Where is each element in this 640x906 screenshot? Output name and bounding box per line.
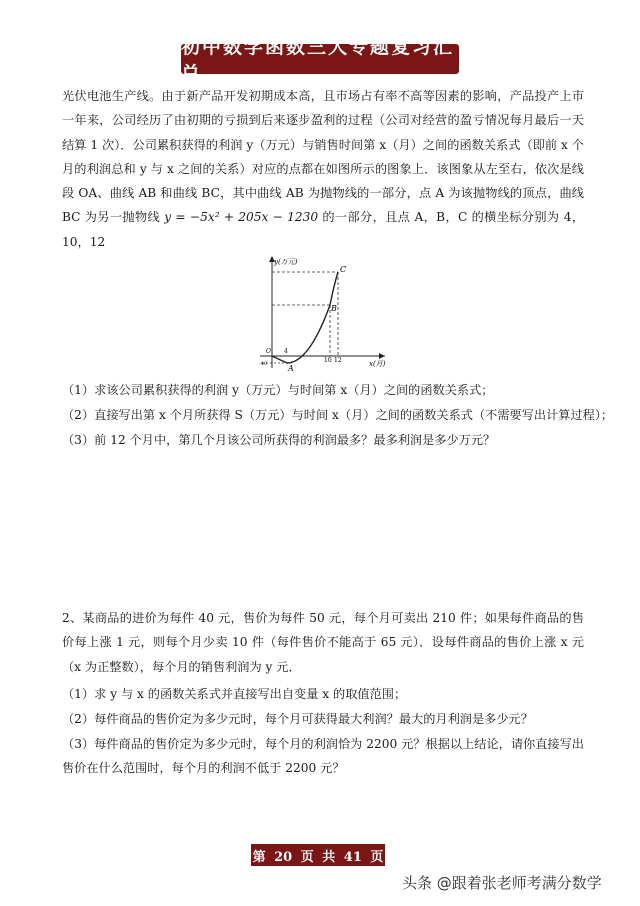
page-title: 初中数学函数三大专题复习汇总	[181, 44, 459, 74]
curve-ab	[287, 305, 330, 363]
page-indicator: 第 20 页 共 41 页	[251, 844, 385, 866]
x-axis-label: x(月)	[369, 360, 386, 368]
problem-1-question-1: （1）求该公司累积获得的利润 y（万元）与时间第 x（月）之间的函数关系式；	[62, 383, 494, 397]
problem-2-question-3: （3）每件商品的售价定为多少元时，每个月的利润恰为 2200 元？根据以上结论，请你直接写出售价在什么范围时，每个月的利润不低于 2200 元？	[62, 737, 584, 776]
problem-1-intro-end: 的一部分，且点 A，B，C 的横坐标分别为 4，10，12	[62, 210, 585, 249]
x-tick-10: 10	[324, 357, 332, 364]
problem-1-formula: y = −5x² + 205x − 1230	[164, 210, 319, 225]
curve-bc	[330, 272, 338, 305]
problem-1-intro-text: 光伏电池生产线。由于新产品开发初期成本高，且市场占有率不高等因素的影响，产品投产上市一年来，公司经历了由初期的亏损到后来逐步盈利的过程（公司对经营的盈亏情况每月最后一天结算 1 次）．公司累积获得的利润 y（万元）与销售时间第 x（月）之间的函数关系式（即前 x 个月的利润总和 y 与 x 之间的关系）对应的点都在如图所示的图象上．该图象从左至右，依次是线段 OA、曲线 AB 和曲线 BC，其中曲线 AB 为抛物线的一部分，点 A 为该抛物线的顶点，曲线 BC 为另一抛物线	[62, 89, 584, 225]
profit-graph	[250, 252, 390, 372]
y-tick-minus-40: -40	[259, 361, 268, 367]
point-c-label: C	[340, 265, 347, 274]
problem-2-text: 2、某商品的进价为每件 40 元，售价为每件 50 元，每个月可卖出 210 件；如果每件商品的售价每上涨 1 元，则每个月少卖 10 件（每件售价不能高于 65 元）．设每件商品的售价上涨 x 元（x 为正整数），每个月的销售利润为 y 元．	[62, 611, 584, 674]
origin-label: O	[266, 348, 271, 355]
x-axis-arrow	[379, 353, 385, 359]
x-tick-12: 12	[334, 357, 342, 364]
problem-1-intro	[62, 84, 584, 254]
watermark: 头条 @跟着张老师考满分数学	[402, 874, 602, 892]
segment-oa	[272, 356, 287, 363]
problem-2-question-2: （2）每件商品的售价定为多少元时，每个月可获得最大利润？最大的月利润是多少元？	[62, 712, 533, 726]
x-tick-4: 4	[284, 348, 288, 355]
problem-1-question-2: （2）直接写出第 x 个月所获得 S（万元）与时间 x（月）之间的函数关系式（不需要写出计算过程）；	[62, 408, 614, 422]
y-axis-label: y(万元)	[274, 258, 298, 266]
problem-2-question-1: （1）求 y 与 x 的函数关系式并直接写出自变量 x 的取值范围；	[62, 687, 407, 701]
problem-1-question-3: （3）前 12 个月中，第几个月该公司所获得的利润最多？最多利润是多少万元？	[62, 433, 496, 447]
point-a-label: A	[288, 364, 294, 372]
point-b-label: B	[331, 304, 337, 313]
